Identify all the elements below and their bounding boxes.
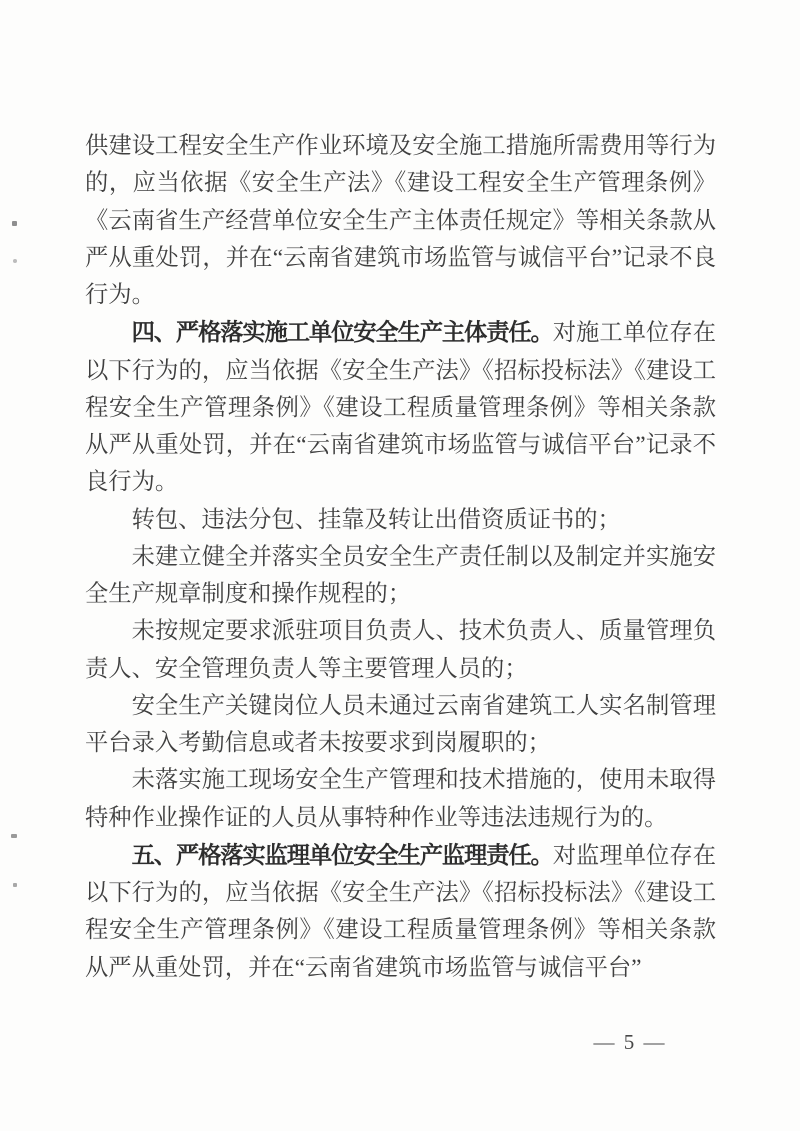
list-item-paragraph [85, 613, 716, 688]
section-paragraph [85, 314, 716, 501]
paragraph-text: 对监理单位存在以下行为的，应当依据《安全生产法》《招标投标法》《建设工程安全生产管理条例》《建设工程质量管理条例》等相关条款从严从重处罚，并在“云南省建筑市场监管与诚信平台” [85, 842, 716, 981]
list-item-paragraph [85, 762, 716, 837]
document-body [85, 128, 716, 987]
paragraph-text: 对施工单位存在以下行为的，应当依据《安全生产法》《招标投标法》《建设工程安全生产管理条例》《建设工程质量管理条例》等相关条款从严从重处罚，并在“云南省建筑市场监管与诚信平台”记录不良行为。 [85, 320, 716, 496]
scan-speck [13, 883, 17, 887]
scan-speck [13, 259, 17, 263]
section-heading: 五、严格落实监理单位安全生产监理责任。 [131, 841, 553, 869]
section-heading: 四、严格落实施工单位安全生产主体责任。 [131, 319, 553, 347]
paragraph-text: 安全生产关键岗位人员未通过云南省建筑工人实名制管理平台录入考勤信息或者未按要求到岗履职的； [85, 692, 716, 756]
page-number: — 5 — [593, 1030, 667, 1054]
paragraph-text: 供建设工程安全生产作业环境及安全施工措施所需费用等行为的，应当依据《安全生产法》《建设工程安全生产管理条例》《云南省生产经营单位安全生产主体责任规定》等相关条款从严从重处罚，并在“云南省建筑市场监管与诚信平台”记录不良行为。 [85, 133, 716, 308]
list-item-paragraph [85, 539, 716, 614]
scan-speck [11, 834, 17, 838]
scan-speck [12, 221, 17, 226]
paragraph-text: 转包、违法分包、挂靠及转让出借资质证书的； [131, 506, 621, 533]
list-item-paragraph [85, 688, 716, 763]
paragraph-text: 未落实施工现场安全生产管理和技术措施的，使用未取得特种作业操作证的人员从事特种作业等违法违规行为的。 [85, 767, 716, 831]
list-item-paragraph [85, 502, 716, 539]
paragraph-text: 未建立健全并落实全员安全生产责任制以及制定并实施安全生产规章制度和操作规程的； [85, 543, 716, 607]
paragraph-text: 未按规定要求派驻项目负责人、技术负责人、质量管理负责人、安全管理负责人等主要管理人员的； [85, 618, 716, 682]
paragraph [85, 128, 716, 314]
section-paragraph [85, 837, 716, 987]
